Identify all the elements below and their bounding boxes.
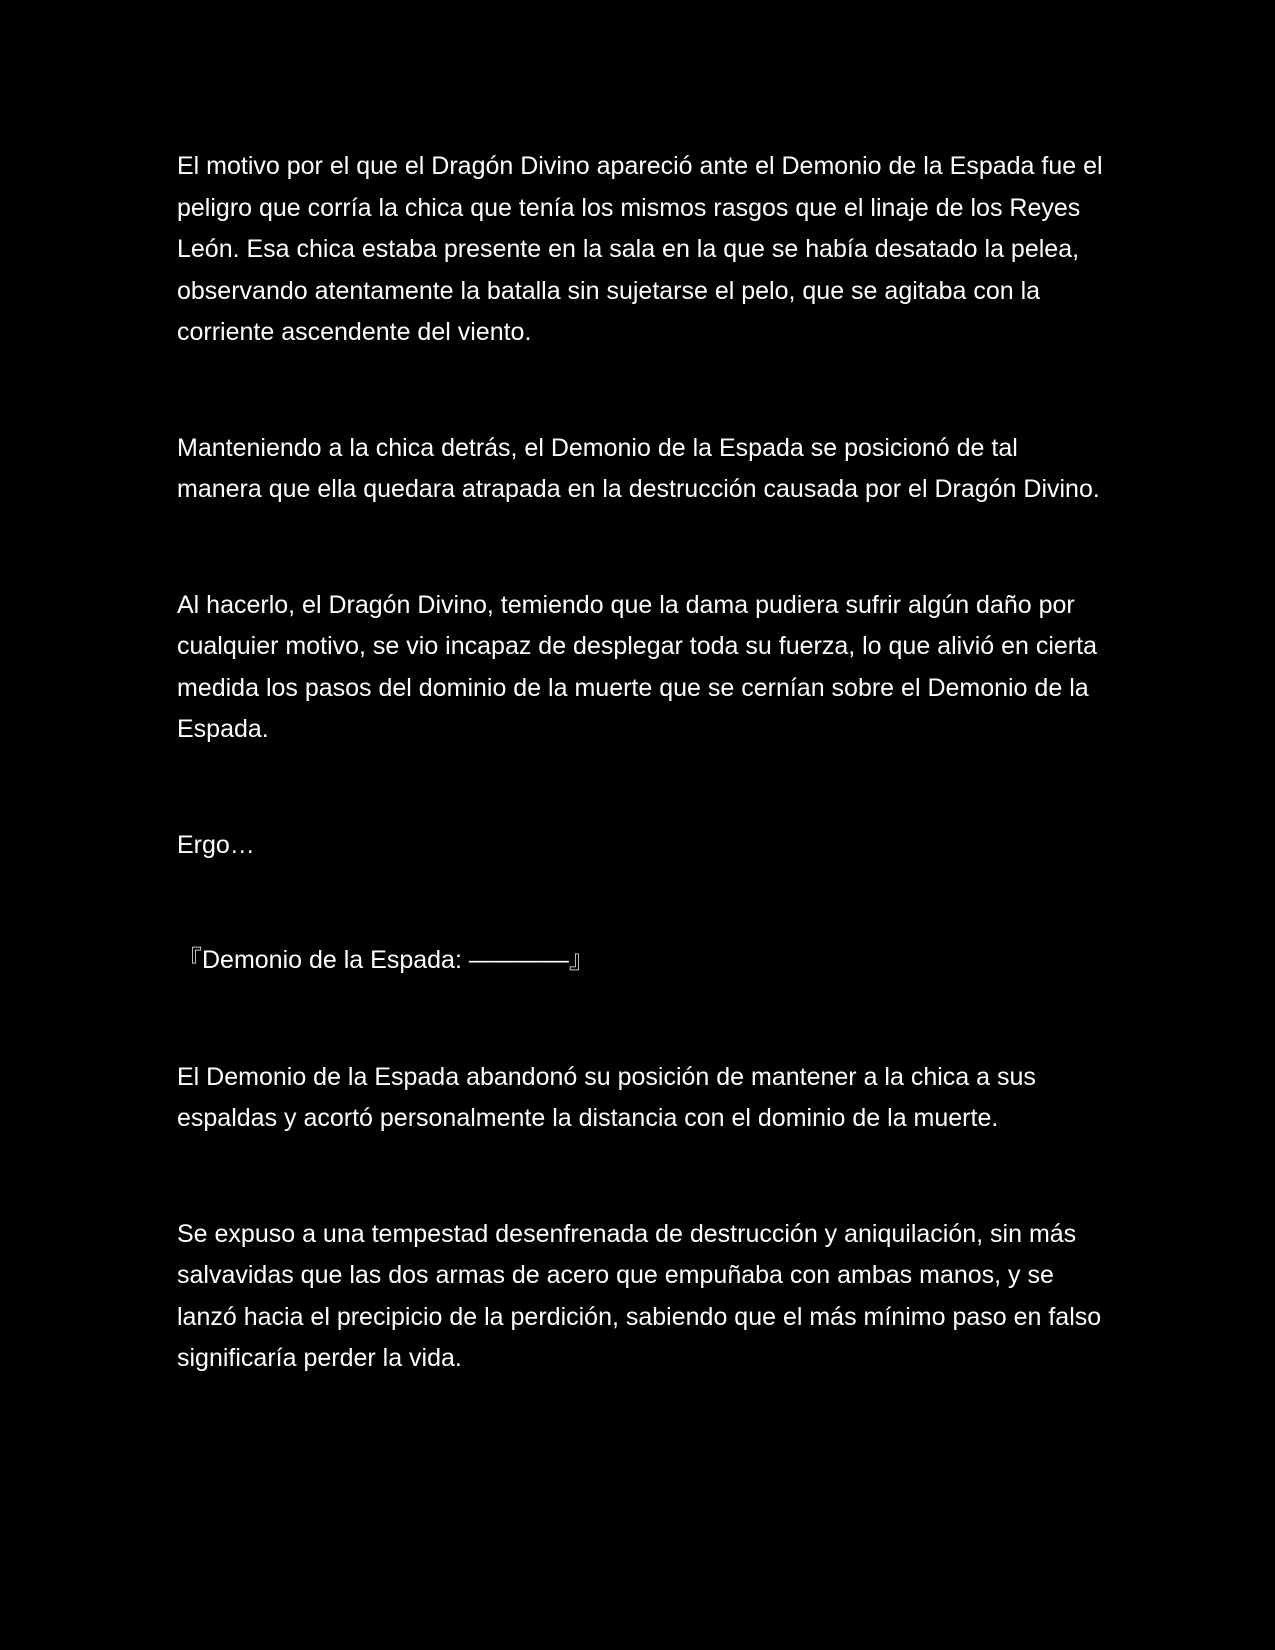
document-body xyxy=(177,146,1107,1454)
paragraph-3: Al hacerlo, el Dragón Divino, temiendo que la dama pudiera sufrir algún daño por cualquier motivo, se vio incapaz de desplegar toda su fuerza, lo que alivió en cierta medida los pasos del dominio de la muerte que se cernían sobre el Demonio de la Espada. xyxy=(177,590,1097,743)
paragraph-2: Manteniendo a la chica detrás, el Demonio de la Espada se posicionó de tal manera que ella quedara atrapada en la destrucción causada por el Dragón Divino. xyxy=(177,433,1100,503)
paragraph-1: El motivo por el que el Dragón Divino apareció ante el Demonio de la Espada fue el peligro que corría la chica que tenía los mismos rasgos que el linaje de los Reyes León. Esa chica estaba presente en la sala en la que se había desatado la pelea, observando atentamente la batalla sin sujetarse el pelo, que se agitaba con la corriente ascendente del viento. xyxy=(177,152,1103,346)
paragraph-5-quote: 『Demonio de la Espada: ————』 xyxy=(177,946,594,974)
paragraph-7: Se expuso a una tempestad desenfrenada de destrucción y aniquilación, sin más salvavidas que las dos armas de acero que empuñaba con ambas manos, y se lanzó hacia el precipicio de la perdición, sabiendo que el más mínimo paso en falso significaría perder la vida. xyxy=(177,1219,1102,1372)
paragraph-6: El Demonio de la Espada abandonó su posición de mantener a la chica a sus espaldas y acortó personalmente la distancia con el dominio de la muerte. xyxy=(177,1062,1036,1132)
paragraph-4: Ergo… xyxy=(177,830,255,859)
